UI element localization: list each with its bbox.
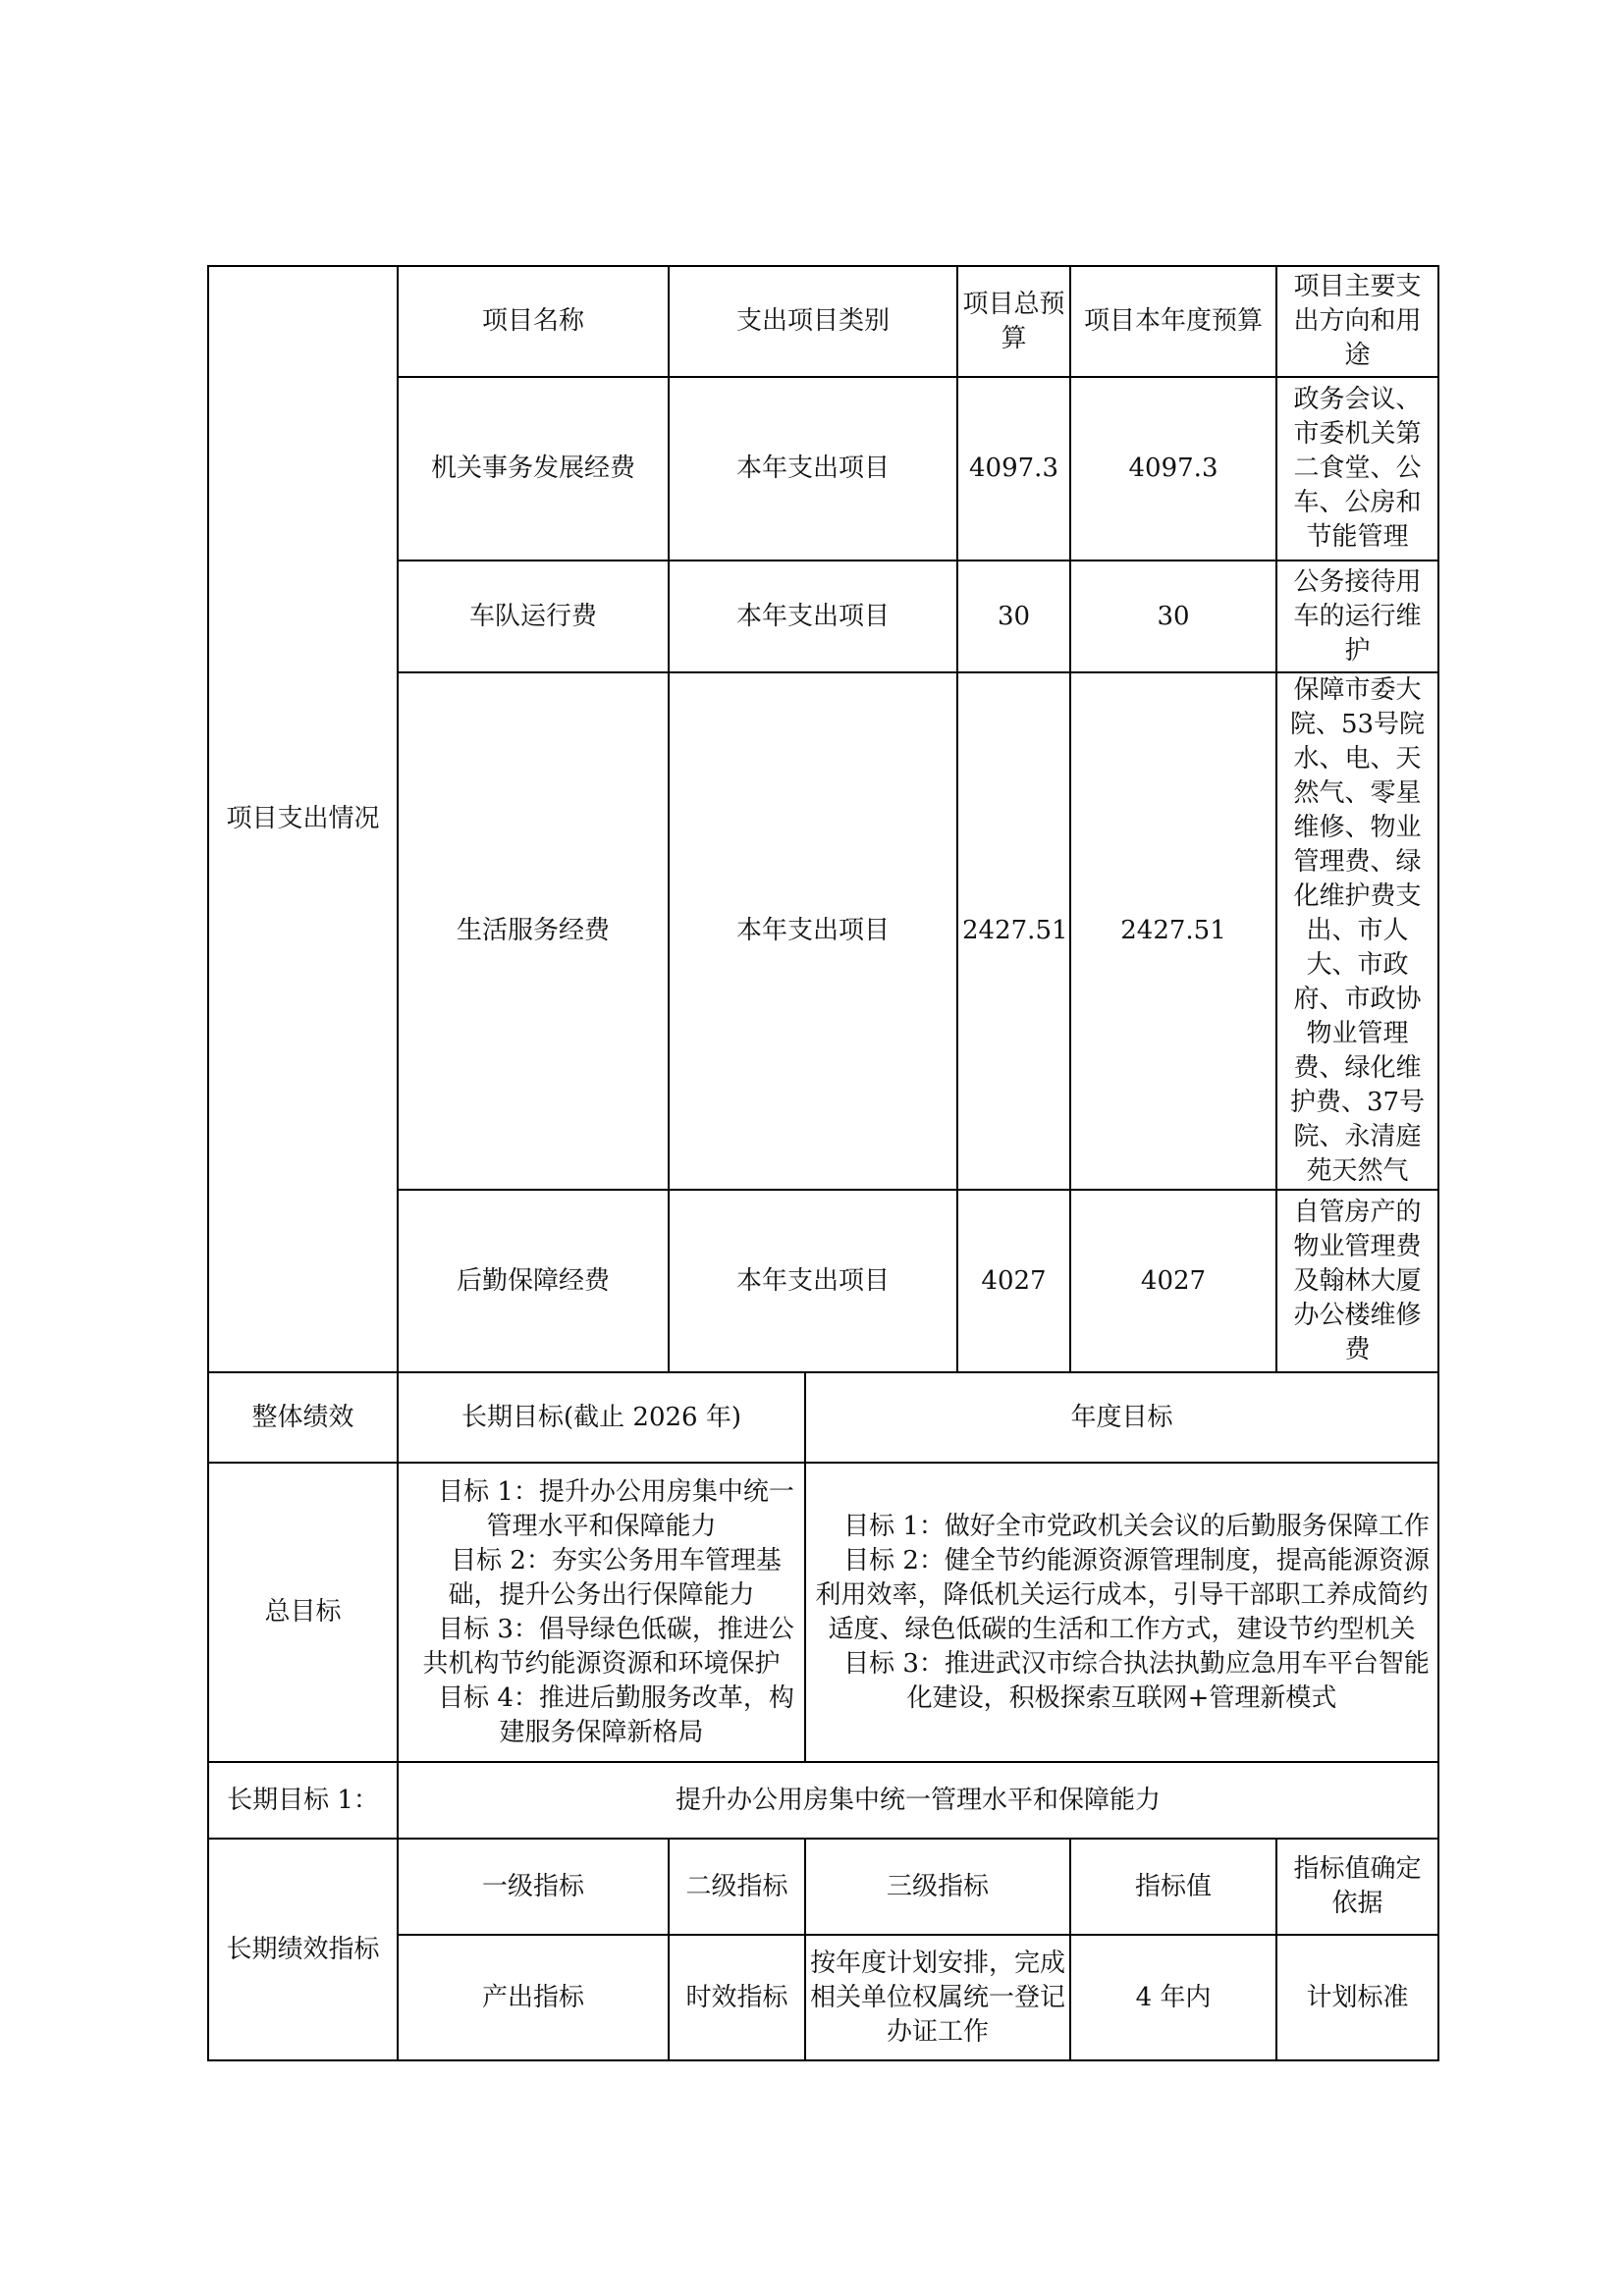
project-total: 4027 — [957, 1190, 1070, 1372]
indicator-level1: 产出指标 — [398, 1935, 669, 2060]
project-name: 生活服务经费 — [398, 672, 669, 1190]
total-goal-row — [208, 1463, 1438, 1762]
project-usage: 政务会议、市委机关第二食堂、公车、公房和节能管理 — [1276, 377, 1438, 561]
annual-goal-header: 年度目标 — [805, 1372, 1438, 1463]
header-annual-budget: 项目本年度预算 — [1070, 266, 1276, 377]
project-category: 本年支出项目 — [669, 1190, 957, 1372]
project-category: 本年支出项目 — [669, 377, 957, 561]
project-usage: 保障市委大院、53号院水、电、天然气、零星维修、物业管理费、绿化维护费支出、市人大、市政府、市政协物业管理费、绿化维护费、37号院、永清庭苑天然气 — [1276, 672, 1438, 1190]
long-term-goal-item: 目标 4：推进后勤服务改革，构建服务保障新格局 — [438, 1682, 794, 1747]
project-annual: 4027 — [1070, 1190, 1276, 1372]
long-goal-1-text: 提升办公用房集中统一管理水平和保障能力 — [398, 1762, 1438, 1839]
annual-goal-item: 目标 1：做好全市党政机关会议的后勤服务保障工作 — [843, 1511, 1430, 1541]
header-expense-category: 支出项目类别 — [669, 266, 957, 377]
header-level2: 二级指标 — [669, 1839, 805, 1935]
project-name: 后勤保障经费 — [398, 1190, 669, 1372]
annual-goals — [805, 1463, 1438, 1762]
overall-performance-row — [208, 1372, 1438, 1463]
long-term-goal-item: 目标 1：提升办公用房集中统一管理水平和保障能力 — [438, 1476, 794, 1541]
indicator-level3: 按年度计划安排，完成相关单位权属统一登记办证工作 — [805, 1935, 1070, 2060]
project-total: 30 — [957, 561, 1070, 672]
header-value: 指标值 — [1070, 1839, 1276, 1935]
long-goal-1-row — [208, 1762, 1438, 1839]
project-name: 车队运行费 — [398, 561, 669, 672]
annual-goal-item: 目标 2：健全节约能源资源管理制度，提高能源资源利用效率，降低机关运行成本，引导干部职工养成简约适度、绿色低碳的生活和工作方式，建设节约型机关 — [815, 1545, 1430, 1644]
indicator-header-row — [208, 1839, 1438, 1935]
overall-performance-label: 整体绩效 — [208, 1372, 398, 1463]
long-term-goals — [398, 1463, 805, 1762]
budget-performance-table — [207, 265, 1439, 2061]
header-level1-text: 一级指标 — [481, 1871, 584, 1901]
header-project-name: 项目名称 — [398, 266, 669, 377]
project-section-label: 项目支出情况 — [208, 266, 398, 1372]
project-usage: 公务接待用车的运行维护 — [1276, 561, 1438, 672]
long-term-goal-header: 长期目标(截止 2026 年) — [398, 1372, 805, 1463]
total-goal-label: 总目标 — [208, 1463, 398, 1762]
header-total-budget: 项目总预算 — [957, 266, 1070, 377]
long-goal-1-label: 长期目标 1： — [208, 1762, 398, 1839]
project-annual: 4097.3 — [1070, 377, 1276, 561]
project-category: 本年支出项目 — [669, 672, 957, 1190]
project-total: 4097.3 — [957, 377, 1070, 561]
header-usage: 项目主要支出方向和用途 — [1276, 266, 1438, 377]
header-level1 — [398, 1839, 669, 1935]
header-basis: 指标值确定依据 — [1276, 1839, 1438, 1935]
header-level3: 三级指标 — [805, 1839, 1070, 1935]
indicator-basis: 计划标准 — [1276, 1935, 1438, 2060]
long-term-goal-item: 目标 3：倡导绿色低碳，推进公共机构节约能源资源和环境保护 — [422, 1614, 794, 1679]
indicator-level2: 时效指标 — [669, 1935, 805, 2060]
long-term-goal-item: 目标 2：夯实公务用车管理基础，提升公务出行保障能力 — [448, 1545, 782, 1610]
project-usage: 自管房产的物业管理费及翰林大厦办公楼维修费 — [1276, 1190, 1438, 1372]
project-annual: 30 — [1070, 561, 1276, 672]
project-name: 机关事务发展经费 — [398, 377, 669, 561]
project-annual: 2427.51 — [1070, 672, 1276, 1190]
indicator-value: 4 年内 — [1070, 1935, 1276, 2060]
annual-goal-item: 目标 3：推进武汉市综合执法执勤应急用车平台智能化建设，积极探索互联网+管理新模式 — [843, 1648, 1430, 1713]
project-header-row — [208, 266, 1438, 377]
project-category: 本年支出项目 — [669, 561, 957, 672]
indicators-label: 长期绩效指标 — [208, 1839, 398, 2060]
project-total: 2427.51 — [957, 672, 1070, 1190]
